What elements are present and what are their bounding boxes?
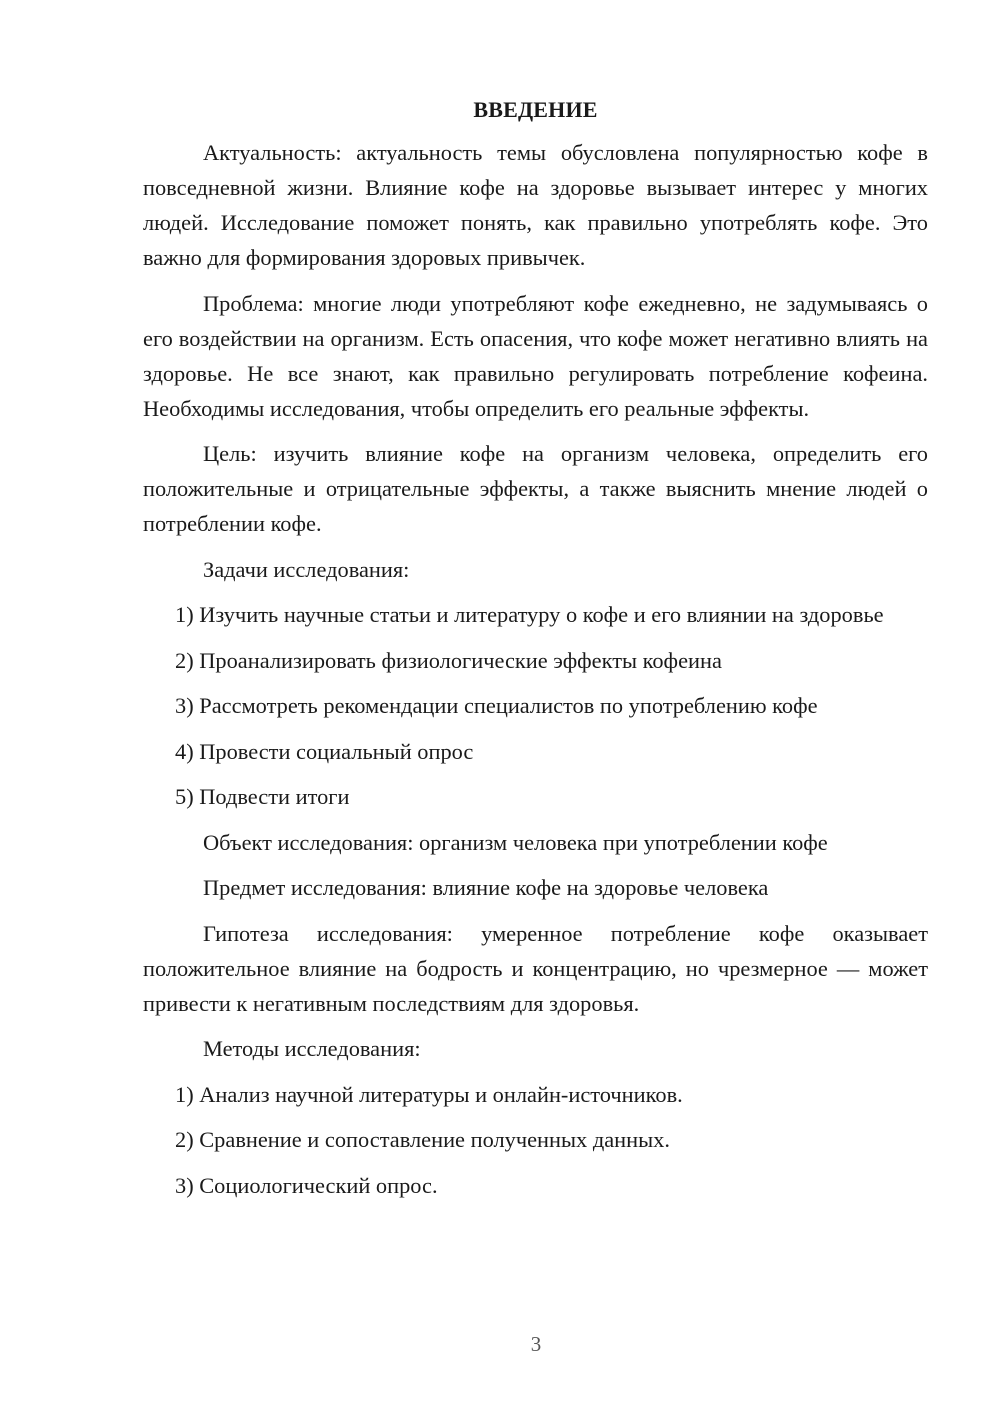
paragraph-goal: Цель: изучить влияние кофе на организм человека, определить его положительные и отрицательные эффекты, а также выяснить мнение людей о потреблении кофе. — [143, 441, 928, 536]
tasks-heading: Задачи исследования: — [203, 556, 410, 582]
paragraph-subject: Предмет исследования: влияние кофе на здоровье человека — [203, 875, 769, 900]
methods-heading: Методы исследования: — [203, 1036, 421, 1061]
list-item: 3) Социологический опрос. — [175, 1172, 438, 1198]
paragraph-relevance: Актуальность: актуальность темы обусловлена популярностью кофе в повседневной жизни. Влияние кофе на здоровье вызывает интерес у многих людей. Исследование поможет понять, как правильно употреблять кофе. Это важно для формирования здоровых привычек. — [143, 140, 928, 270]
paragraph-problem: Проблема: многие люди употребляют кофе ежедневно, не задумываясь о его воздействии на организм. Есть опасения, что кофе может негативно влиять на здоровье. Не все знают, как правильно регулировать потребление кофеина. Необходимы исследования, чтобы определить его реальные эффекты. — [143, 290, 928, 421]
list-item: 5) Подвести итоги — [175, 784, 350, 809]
list-item: 2) Сравнение и сопоставление полученных данных. — [175, 1127, 670, 1152]
page-title: ВВЕДЕНИЕ — [473, 97, 598, 122]
methods-list — [143, 1077, 928, 1203]
list-item: 1) Изучить научные статьи и литературу о кофе и его влиянии на здоровье — [175, 602, 884, 627]
paragraph-hypothesis: Гипотеза исследования: умеренное потребление кофе оказывает положительное влияние на бодрость и концентрацию, но чрезмерное — может привести к негативным последствиям для здоровья. — [143, 920, 928, 1016]
list-item: 1) Анализ научной литературы и онлайн-источников. — [175, 1081, 683, 1107]
list-item: 4) Провести социальный опрос — [175, 738, 474, 764]
tasks-list — [143, 597, 928, 814]
list-item: 2) Проанализировать физиологические эффекты кофеина — [175, 647, 722, 673]
paragraph-object: Объект исследования: организм человека при употреблении кофе — [203, 829, 828, 855]
document-page — [143, 92, 928, 1213]
list-item: 3) Рассмотреть рекомендации специалистов по употреблению кофе — [175, 693, 818, 718]
page-number: 3 — [530, 1332, 542, 1356]
